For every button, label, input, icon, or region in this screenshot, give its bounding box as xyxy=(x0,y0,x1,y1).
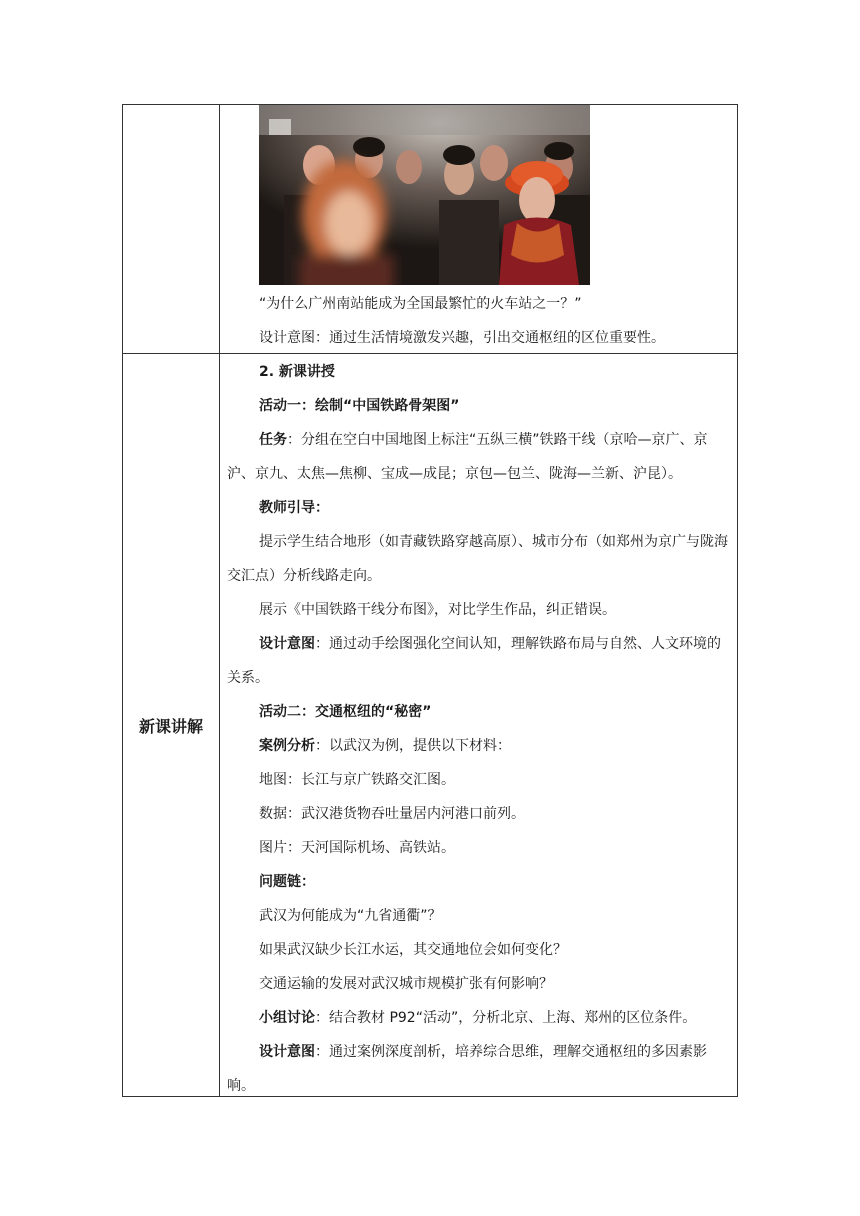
material-images: 图片：天河国际机场、高铁站。 xyxy=(259,840,455,856)
case-label: 案例分析 xyxy=(259,738,315,754)
activity2-title: 活动二：交通枢纽的“秘密” xyxy=(259,704,432,720)
design-label-2: 设计意图 xyxy=(259,1044,315,1060)
question-quote: “为什么广州南站能成为全国最繁忙的火车站之一？” xyxy=(259,296,582,312)
row-label: 新课讲解 xyxy=(138,716,203,736)
question-chain-label: 问题链： xyxy=(259,874,315,890)
group-discussion xyxy=(227,1001,733,1035)
design-label: 设计意图 xyxy=(259,636,315,652)
teacher-paragraph-1: 提示学生结合地形（如青藏铁路穿越高原）、城市分布（如郑州为京广与陇海交汇点）分析线路走向。 xyxy=(227,534,728,584)
section-title: 2. 新课讲授 xyxy=(259,364,335,380)
crowd-photo xyxy=(259,105,590,285)
activity1-title: 活动一：绘制“中国铁路骨架图” xyxy=(259,398,460,414)
question-3: 交通运输的发展对武汉城市规模扩张有何影响？ xyxy=(259,976,553,992)
design-text: ：通过动手绘图强化空间认知，理解铁路布局与自然、人文环境的关系。 xyxy=(227,636,721,686)
group-label: 小组讨论 xyxy=(259,1010,315,1026)
material-map: 地图：长江与京广铁路交汇图。 xyxy=(259,772,455,788)
question-2: 如果武汉缺少长江水运，其交通地位会如何变化？ xyxy=(259,942,567,958)
material-data: 数据：武汉港货物吞吐量居内河港口前列。 xyxy=(259,806,525,822)
row2-content xyxy=(227,355,733,1103)
case-paragraph xyxy=(227,729,733,763)
teacher-paragraph-2: 展示《中国铁路干线分布图》，对比学生作品，纠正错误。 xyxy=(259,602,616,618)
design-paragraph-2 xyxy=(227,1035,733,1103)
lesson-table xyxy=(122,104,738,1097)
design-paragraph-1 xyxy=(227,627,733,695)
design-intent-1: 设计意图：通过生活情境激发兴趣，引出交通枢纽的区位重要性。 xyxy=(259,330,665,346)
task-label: 任务 xyxy=(259,432,287,448)
group-text: ：结合教材 P92“活动”，分析北京、上海、郑州的区位条件。 xyxy=(315,1010,697,1026)
row1-text xyxy=(227,288,733,354)
question-1: 武汉为何能成为“九省通衢”？ xyxy=(259,908,442,924)
teacher-label: 教师引导： xyxy=(259,500,329,516)
design-text-2: ：通过案例深度剖析，培养综合思维，理解交通枢纽的多因素影响。 xyxy=(227,1044,707,1094)
task-paragraph xyxy=(227,423,733,491)
case-text: ：以武汉为例，提供以下材料： xyxy=(315,738,511,754)
column-divider xyxy=(219,105,220,1096)
task-text: ：分组在空白中国地图上标注“五纵三横”铁路干线（京哈—京广、京沪、京九、太焦—焦柳、宝成—成昆；京包—包兰、陇海—兰新、沪昆）。 xyxy=(227,432,708,482)
